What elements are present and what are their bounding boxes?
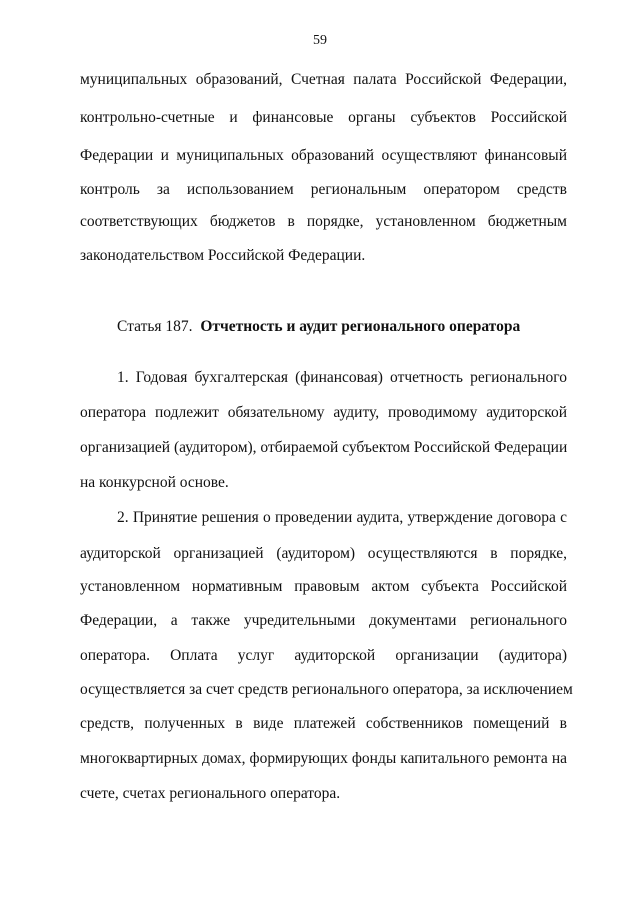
paragraph-2-line: оператора подлежит обязательному аудиту, проводимому аудиторской <box>80 404 567 421</box>
paragraph-3-line: аудиторской организацией (аудитором) осуществляются в порядке, <box>80 545 567 562</box>
page-number: 59 <box>313 33 327 48</box>
paragraph-3-line: средств, полученных в виде платежей собственников помещений в <box>80 715 567 732</box>
paragraph-3-line: 2. Принятие решения о проведении аудита, утверждение договора с <box>117 509 567 526</box>
paragraph-2-line: организацией (аудитором), отбираемой субъектом Российской Федерации <box>80 439 568 456</box>
paragraph-3-line: осуществляется за счет средств регионального оператора, за исключением <box>80 681 573 698</box>
article-title: Отчетность и аудит регионального оператора <box>200 318 521 335</box>
paragraph-1-line: контрольно-счетные и финансовые органы субъектов Российской <box>80 109 567 126</box>
paragraph-2-line: на конкурсной основе. <box>80 474 229 491</box>
paragraph-1-line: контроль за использованием региональным оператором средств <box>80 181 567 198</box>
paragraph-3-line: Федерации, а также учредительными документами регионального <box>80 612 567 629</box>
paragraph-1-line: соответствующих бюджетов в порядке, установленном бюджетным <box>80 213 567 230</box>
paragraph-3-line: оператора. Оплата услуг аудиторской организации (аудитора) <box>80 647 567 664</box>
article-number: Статья 187. <box>117 318 193 335</box>
paragraph-3-line: установленном нормативным правовым актом субъекта Российской <box>80 578 567 595</box>
paragraph-1-line: муниципальных образований, Счетная палата Российской Федерации, <box>80 71 567 88</box>
paragraph-3-line: счете, счетах регионального оператора. <box>80 785 341 802</box>
paragraph-3-line: многоквартирных домах, формирующих фонды капитального ремонта на <box>80 750 567 767</box>
paragraph-1-line: Федерации и муниципальных образований осуществляют финансовый <box>80 147 567 164</box>
article-heading <box>117 317 537 337</box>
paragraph-2-line: 1. Годовая бухгалтерская (финансовая) отчетность регионального <box>117 369 567 386</box>
paragraph-1-line: законодательством Российской Федерации. <box>80 247 366 264</box>
